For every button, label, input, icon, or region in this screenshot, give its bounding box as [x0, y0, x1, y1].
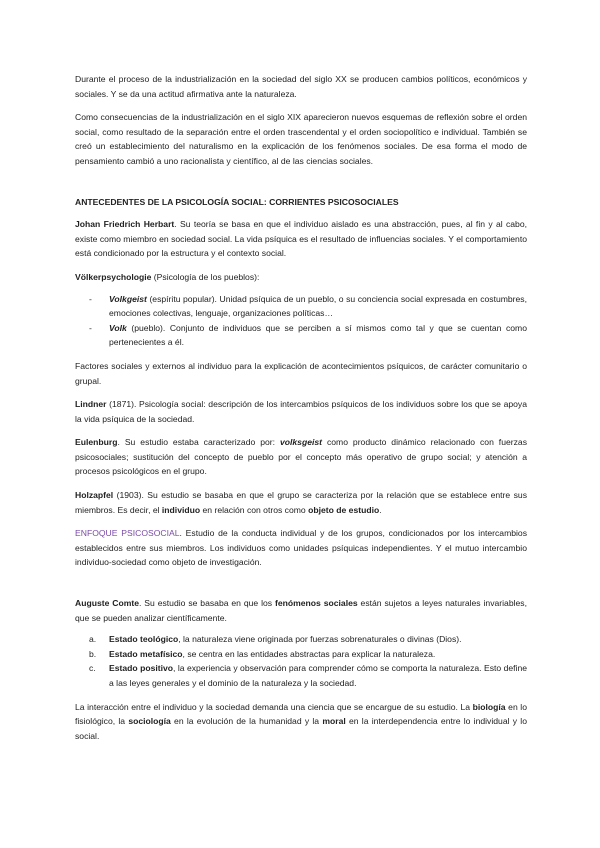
list-dash: - — [89, 322, 92, 333]
volker-term: Völkerpsychologie — [75, 271, 152, 282]
list-item: b. Estado metafísico, se centra en las entidades abstractas para explicar la naturaleza. — [75, 647, 527, 662]
comte-paragraph: Auguste Comte. Su estudio se basaba en que los fenómenos sociales están sujetos a leyes naturales invariables, que se pueden analizar científicamente. — [75, 598, 527, 623]
final-paragraph: La interacción entre el individuo y la sociedad demanda una ciencia que se encargue de su estudio. La biología en lo fisiológico, la sociología en la evolución de la humanidad y la moral en la interdependencia entre lo individual y lo social. — [75, 701, 527, 741]
holzapfel-name: Holzapfel — [75, 490, 114, 501]
lindner-name: Lindner — [75, 399, 107, 410]
intro-paragraph-2: Como consecuencias de la industrialización en el siglo XIX aparecieron nuevos esquemas de reflexión sobre el orden social, como resultado de la separación entre el orden trascendental y el orden sociopolítico e individual. También se creó un establecimiento del naturalismo en la explicación de los fenómenos sociales. De esa forma el modo de pensamiento cambió a uno racionalista y científico, al de las ciencias sociales. — [75, 112, 527, 166]
estados-list — [75, 632, 527, 690]
list-letter: b. — [89, 648, 97, 659]
herbart-name: Johan Friedrich Herbart — [75, 219, 175, 230]
list-letter: c. — [89, 663, 96, 674]
list-item: - Volk (pueblo). Conjunto de individuos que se perciben a sí mismos como tal y que se cuentan como pertenecientes a él. — [89, 322, 527, 348]
list-item: - Volkgeist (espíritu popular). Unidad psíquica de un pueblo, o su conciencia social expresada en costumbres, emociones colectivas, lenguaje, organizaciones políticas… — [89, 293, 527, 319]
document-page — [75, 72, 527, 752]
factores-paragraph: Factores sociales y externos al individuo para la explicación de acontecimientos psíquicos, de carácter comunitario o grupal. — [75, 360, 527, 386]
intro-paragraph-1: Durante el proceso de la industrialización en la sociedad del siglo XX se producen cambios políticos, económicos y sociales. Y se da una actitud afirmativa ante la naturaleza. — [75, 74, 527, 99]
holzapfel-paragraph: Holzapfel (1903). Su estudio se basaba en que el grupo se caracteriza por la relación que se establece entre sus miembros. Es decir, el individuo en relación con otros como objeto de estudio. — [75, 490, 527, 515]
enfoque-paragraph: ENFOQUE PSICOSOCIAL. Estudio de la conducta individual y de los grupos, condicionados por los intercambios establecidos entre sus miembros. Los individuos como unidades psíquicas independientes. Y el mutuo intercambio individuo-sociedad como objeto de investigación. — [75, 528, 527, 568]
eulenburg-name: Eulenburg — [75, 437, 118, 448]
eulenburg-paragraph: Eulenburg. Su estudio estaba caracterizado por: volksgeist como producto dinámico relacionado con fuerzas psicosociales; sustitución del concepto de pueblo por el concepto más operativo de grupo social; y atención a procesos psicológicos en el grupo. — [75, 437, 527, 477]
enfoque-label: ENFOQUE PSICOSOCIAL — [75, 528, 180, 539]
list-letter: a. — [89, 634, 97, 645]
comte-name: Auguste Comte — [75, 598, 140, 609]
lindner-paragraph: Lindner (1871). Psicología social: descripción de los intercambios psíquicos de los individuos sobre los que se apoya la vida psíquica de la sociedad. — [75, 399, 527, 424]
herbart-paragraph: Johan Friedrich Herbart. Su teoría se basa en que el individuo aislado es una abstracción, pues, al fin y al cabo, existe como miembro en sociedad social. La vida psíquica es el resultado de influencias sociales. Y el comportamiento está condicionado por la estructura y el contexto social. — [75, 219, 527, 259]
list-item: c. Estado positivo, la experiencia y observación para comprender cómo se comporta la naturaleza. Esto define a las leyes generales y el dominio de la naturaleza y la sociedad. — [89, 663, 527, 688]
volker-list — [75, 292, 527, 350]
section-heading: ANTECEDENTES DE LA PSICOLOGÍA SOCIAL: CORRIENTES PSICOSOCIALES — [75, 196, 399, 207]
list-dash: - — [89, 293, 92, 304]
volker-paragraph: Völkerpsychologie (Psicología de los pueblos): — [75, 271, 260, 282]
list-item: a. Estado teológico, la naturaleza viene originada por fuerzas sobrenaturales o divinas (Dios). — [75, 632, 527, 647]
